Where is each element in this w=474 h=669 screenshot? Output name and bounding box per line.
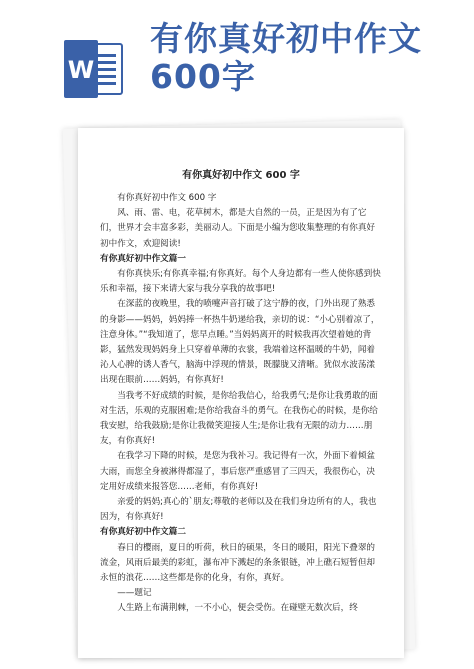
section-heading: 有你真好初中作文篇二 bbox=[100, 527, 186, 538]
paragraph: 风、雨、雷、电，花草树木，都是大自然的一员，正是因为有了它们，世界才会丰富多彩，美丽动人。下面是小编为您收集整理的有你真好初中作文，欢迎阅读! bbox=[100, 208, 376, 249]
paragraph: ——题记 bbox=[117, 588, 152, 599]
banner-title bbox=[150, 20, 470, 96]
paragraph: 在我学习下降的时候，是您为我补习。我记得有一次，外面下着倾盆大雨，而您全身被淋得都湿了，事后您严重感冒了三四天，我很伤心，决定用好成绩来报答您……老师，有你真好! bbox=[100, 451, 376, 492]
word-document-icon bbox=[62, 40, 124, 98]
paragraph: 春日的樱雨，夏日的听荷，秋日的硕果，冬日的暖阳，阳光下叠翠的流金，风雨后最美的彩虹，瀑布冲下溅起的条条银链，冲上礁石短暂但却永恒的浪花……这些都是你的化身，有你，真好。 bbox=[100, 542, 376, 584]
paragraph: 在深蓝的夜晚里，我的喷嚏声音打破了这宁静的夜，门外出现了熟悉的身影——妈妈，妈妈捧一杯热牛奶递给我，亲切的说：“小心别着凉了，注意身体。”“我知道了，您早点睡。”当妈妈离开的时候我再次望着她的背影，猛然发现妈妈身上只穿着单薄的衣裳，我端着这杯温暖的牛奶，闻着沁人心脾的诱人香气，脑海中浮现的情景，既朦胧又清晰。犹似水波荡漾出现在眼前……妈妈，有你真好! bbox=[100, 299, 380, 386]
paragraph: 有你真好初中作文 600 字 bbox=[117, 193, 217, 203]
paragraph: 人生路上布满荆棘，一不小心，便会受伤。在碰壁无数次后，终 bbox=[117, 603, 358, 614]
banner-title-line1: 有你真好初中作文 bbox=[150, 19, 422, 58]
paragraph: 当我考不好成绩的时候，是你给我信心，给我勇气;是你让我勇敢的面对生活，乐观的克服困难;是你给我奋斗的勇气。在我伤心的时候，是你给我安慰，给我鼓励;是你让我微笑迎接人生;是你让我有无限的动力……朋友，有你真好! bbox=[100, 390, 378, 447]
document-page bbox=[78, 128, 404, 658]
paragraph: 有你真快乐;有你真幸福;有你真好。每个人身边都有一些人使你感到快乐和幸福，接下来请大家与我分享我的故事吧! bbox=[100, 269, 381, 295]
paragraph: 亲爱的妈妈;真心的`朋友;尊敬的老师以及在我们身边所有的人，我也因为，有你真好! bbox=[100, 497, 377, 523]
document-body bbox=[78, 191, 404, 617]
banner-title-line2: 600字 bbox=[150, 56, 256, 96]
banner bbox=[0, 0, 474, 118]
document-title: 有你真好初中作文 600 字 bbox=[182, 170, 300, 181]
section-heading: 有你真好初中作文篇一 bbox=[100, 253, 186, 264]
svg-text:W: W bbox=[67, 56, 95, 84]
